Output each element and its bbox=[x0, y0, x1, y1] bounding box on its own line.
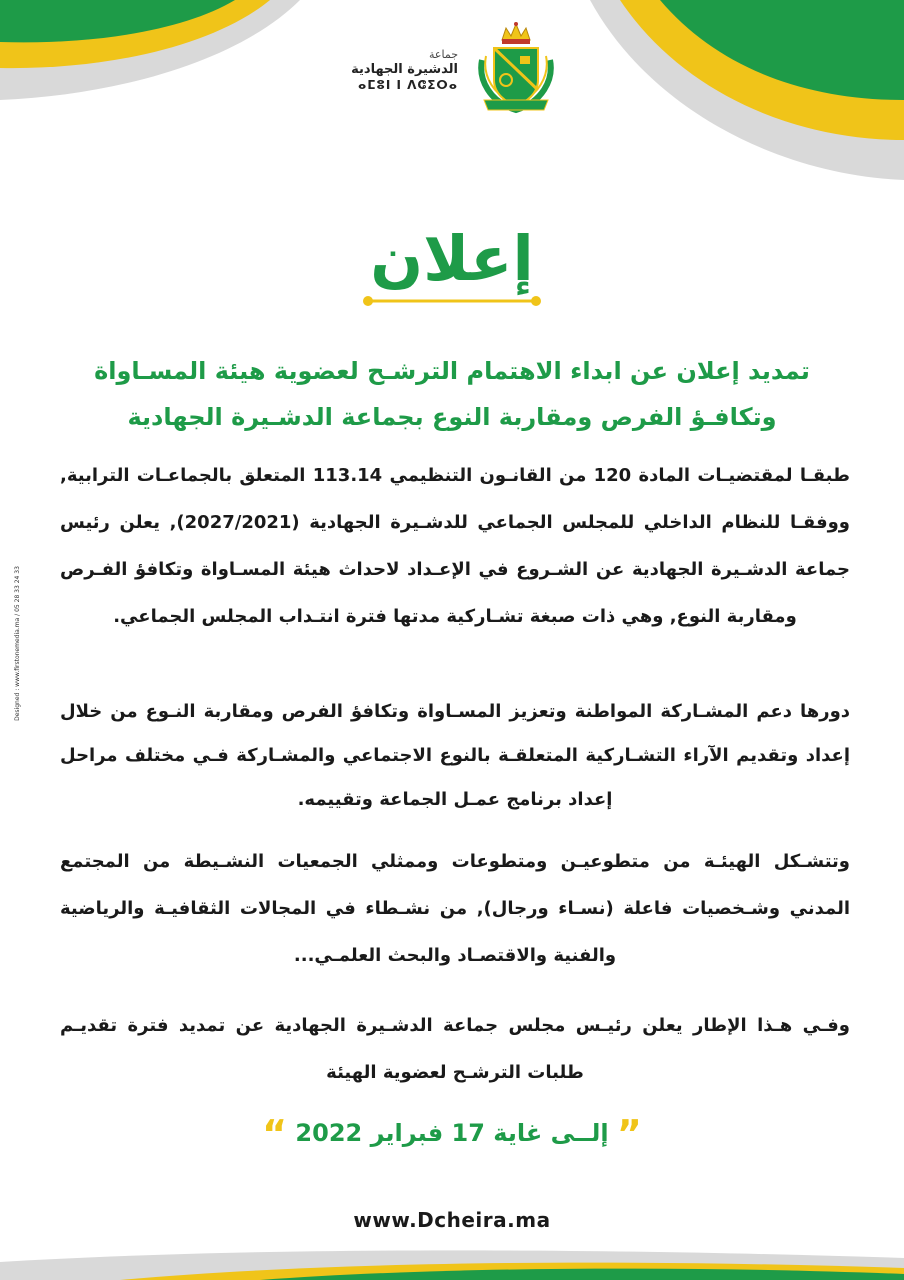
website-link[interactable]: www.Dcheira.ma bbox=[353, 1208, 551, 1232]
title-underline bbox=[362, 294, 542, 308]
municipality-tifinagh: ⴰⵎⵓⵏ ⵏ ⴷⵛⵉⵔⴰ bbox=[358, 78, 458, 92]
municipality-emblem-icon bbox=[470, 20, 562, 116]
deadline-line bbox=[0, 1112, 904, 1156]
quote-open-icon: ” bbox=[616, 1112, 642, 1156]
announcement-headline bbox=[40, 348, 864, 440]
deadline-text: إلــى غاية 17 فبراير 2022 bbox=[295, 1119, 609, 1147]
headline-line-2: وتكافـؤ الفرص ومقاربة النوع بجماعة الدشـيرة الجهادية bbox=[127, 403, 777, 431]
headline-line-1: تمديد إعلان عن ابداء الاهتمام الترشـح لعضوية هيئة المسـاواة bbox=[94, 357, 810, 385]
body-paragraph-4: وفـي هـذا الإطار يعلن رئيـس مجلس جماعة الدشـيرة الجهادية عن تمديد فترة تقديـم طلبات الترشـح لعضوية الهيئة bbox=[60, 1015, 850, 1083]
announcement-title: إعلان bbox=[370, 222, 534, 295]
quote-close-icon: “ bbox=[262, 1112, 288, 1156]
designer-credit: Designed : www.firstonemedia.ma / 05 28 33 24 33 bbox=[13, 566, 21, 721]
municipality-brand bbox=[318, 48, 458, 93]
body-paragraph-2: دورها دعم المشـاركة المواطنة وتعزيز المسـاواة وتكافؤ الفرص ومقاربة النـوع من خلال إعداد وتقديم الآراء التشـاركية المتعلقـة بالنوع الاجتماعي والمشـاركة فـي مختلف مراحل إعداد برنامج عمـل الجماعة وتقييمه. bbox=[60, 701, 850, 810]
municipality-prefix: جماعة bbox=[429, 48, 458, 61]
crown-icon bbox=[502, 22, 530, 44]
municipality-name: الدشيرة الجهادية bbox=[351, 61, 458, 77]
body-paragraph-1: طبقـا لمقتضيـات المادة 120 من القانـون التنظيمي 113.14 المتعلق بالجماعـات الترابية, ووفقـا للنظام الداخلي للمجلس الجماعي للدشـيرة الجهادية (2027/2021), يعلن رئيس جماعة الدشـيرة الجهادية عن الشـروع في الإعـداد لاحداث هيئة المسـاواة وتكافؤ الفـرص ومقاربة النوع, وهي ذات صبغة تشـاركية مدتها فترة انتـداب المجلس الجماعي. bbox=[60, 465, 850, 627]
body-paragraph-3: وتتشـكل الهيئـة من متطوعيـن ومتطوعات وممثلي الجمعيات النشـيطة من المجتمع المدني وشـخصيات فاعلة (نسـاء ورجال), من نشـطاء في المجالات الثقافيـة والرياضية والفنية والاقتصـاد والبحث العلمـي... bbox=[60, 851, 850, 966]
